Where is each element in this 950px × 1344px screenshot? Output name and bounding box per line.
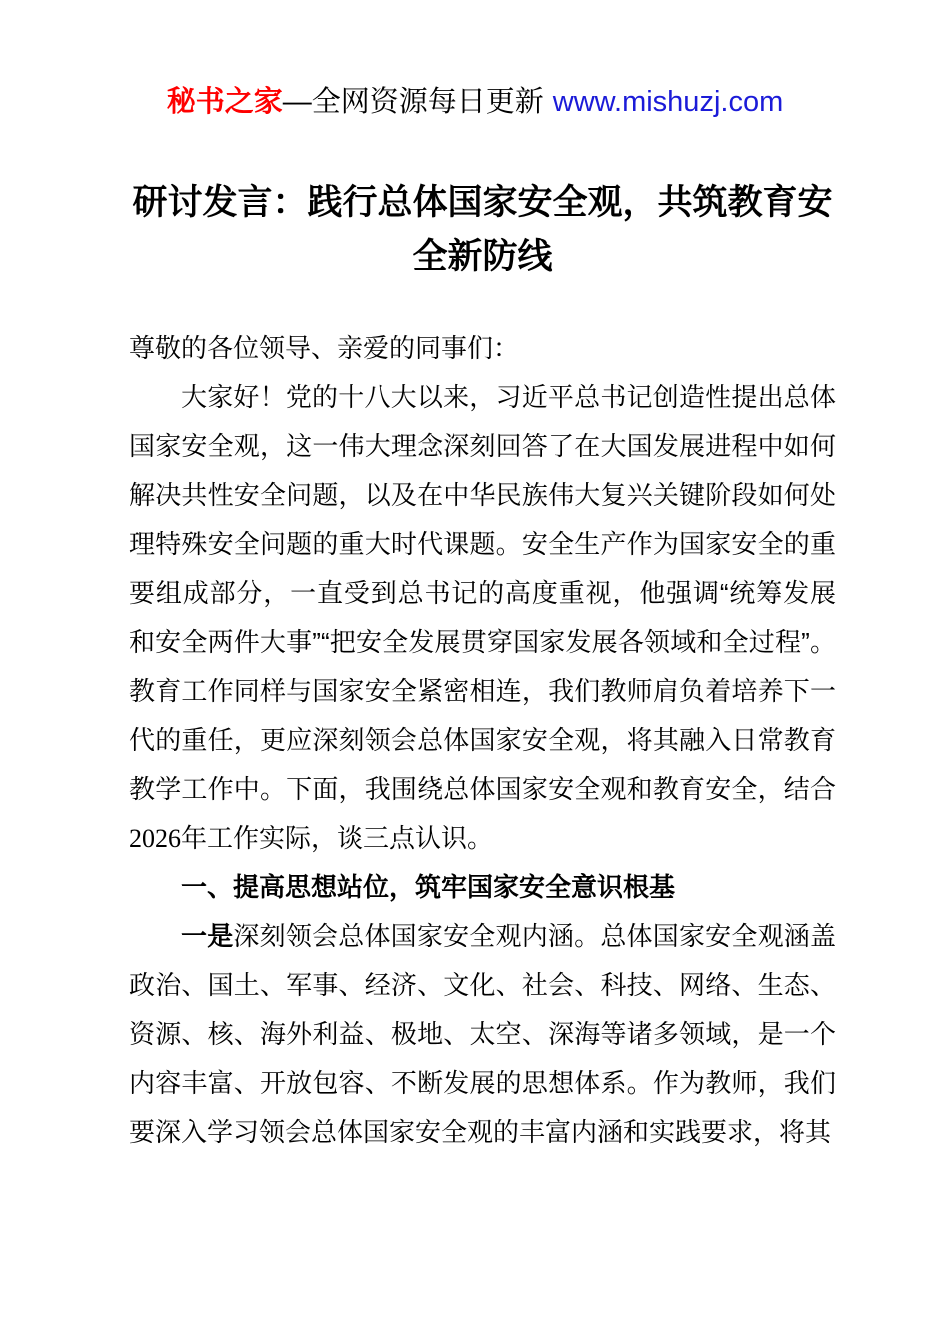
point-1-text: 深刻领会总体国家安全观内涵。总体国家安全观涵盖政治、国土、军事、经济、文化、社会、科技、网络、生态、资源、核、海外利益、极地、太空、深海等诸多领域，是一个内容丰富、开放包容、不断发展的思想体系。作为教师，我们要深入学习领会总体国家安全观的丰富内涵和实践要求，将其 [129, 921, 836, 1147]
section-1-heading: 一、提高思想站位，筑牢国家安全意识根基 [181, 872, 676, 902]
year-number: 2026 [129, 824, 181, 853]
page-header [0, 0, 950, 120]
document-title: 研讨发言：践行总体国家安全观，共筑教育安全新防线 [132, 183, 833, 276]
site-url-link[interactable]: www.mishuzj.com [552, 86, 784, 118]
intro-text-after-year: 年工作实际，谈三点认识。 [181, 823, 494, 853]
intro-text-before-year: 大家好！党的十八大以来，习近平总书记创造性提出总体国家安全观，这一伟大理念深刻回答了在大国发展进程中如何解决共性安全问题，以及在中华民族伟大复兴关键阶段如何处理特殊安全问题的重大时代课题。安全生产作为国家安全的重要组成部分，一直受到总书记的高度重视，他强调“统筹发展和安全两件大事”“把安全发展贯穿国家发展各领域和全过程”。教育工作同样与国家安全紧密相连，我们教师肩负着培养下一代的重任，更应深刻领会总体国家安全观，将其融入日常教育教学工作中。下面，我围绕总体国家安全观和教育安全，结合 [129, 382, 836, 804]
salutation: 尊敬的各位领导、亲爱的同事们： [129, 333, 520, 363]
paragraph-intro [129, 373, 836, 863]
site-brand: 秘书之家 [166, 86, 283, 118]
point-1-lead: 一是 [181, 921, 234, 951]
site-tagline: —全网资源每日更新 [282, 86, 544, 118]
paragraph-point-1 [129, 912, 836, 1157]
document-body [129, 324, 836, 1157]
